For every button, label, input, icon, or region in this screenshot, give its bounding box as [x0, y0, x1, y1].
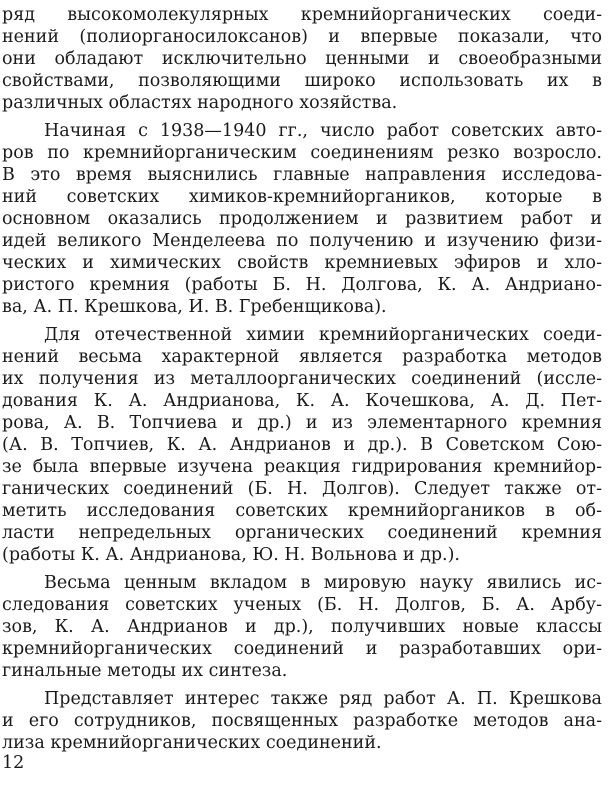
text-line: ров по кремнийорганическим соединениям резко возросло. [2, 143, 602, 163]
text-line: основном оказались продолжением и развитием работ и [2, 209, 602, 229]
text-line: зе была впервые изучена реакция гидрирования кремнийор- [2, 457, 602, 477]
text-line: Для отечественной химии кремнийорганических соеди- [44, 325, 602, 345]
text-line: ческих и химических свойств кремниевых эфиров и хло- [2, 253, 602, 273]
text-line: рова, А. В. Топчиева и др.) и из элементарного кремния [2, 413, 602, 433]
text-line: Начиная с 1938—1940 гг., число работ советских авто- [44, 121, 602, 141]
text-line: нений весьма характерной является разработка методов [2, 347, 602, 367]
text-line: следования советских ученых (Б. Н. Долгов, Б. А. Арбу- [2, 595, 602, 615]
text-line: Весьма ценным вкладом в мировую науку явились ис- [44, 573, 602, 593]
text-line: В это время выяснились главные направления исследова- [2, 165, 602, 185]
text-line: они обладают исключительно ценными и своеобразными [2, 49, 602, 69]
text-line: свойствами, позволяющими широко использовать их в [2, 71, 602, 91]
text-line: ганических соединений (Б. Н. Долгов). Следует также от- [2, 479, 602, 499]
text-line: ласти непредельных органических соединений кремния [2, 523, 602, 543]
text-line: дования К. А. Андрианова, К. А. Кочешкова, А. Д. Пет- [2, 391, 602, 411]
text-line: зов, К. А. Андрианов и др.), получивших новые классы [2, 617, 602, 637]
text-line: нений (полиорганосилоксанов) и впервые показали, что [2, 27, 602, 47]
text-line: (работы К. А. Андрианова, Ю. Н. Вольнова и др.). [2, 545, 460, 565]
text-line: ва, А. П. Крешкова, И. В. Гребенщикова). [2, 297, 387, 317]
text-line: идей великого Менделеева по получению и изучению физи- [2, 231, 602, 251]
text-line: и его сотрудников, посвященных разработке методов ана- [2, 711, 602, 731]
text-line: ристого кремния (работы Б. Н. Долгова, К. А. Андриано- [2, 275, 602, 295]
text-line: Представляет интерес также ряд работ А. П. Крешкова [44, 689, 602, 709]
text-line: различных областях народного хозяйства. [2, 93, 398, 113]
text-line: кремнийорганических соединений и разработавших ори- [2, 639, 602, 659]
text-line: (А. В. Топчиев, К. А. Андрианов и др.). В Советском Сою- [2, 435, 602, 455]
page-number: 12 [2, 753, 25, 773]
text-line: ний советских химиков-кремнийоргаников, которые в [2, 187, 602, 207]
text-line: гинальные методы их синтеза. [2, 661, 288, 681]
text-line: лиза кремнийорганических соединений. [2, 733, 382, 753]
text-line: их получения из металлоорганических соединений (иссле- [2, 369, 602, 389]
text-line: метить исследования советских кремнийоргаников в об- [2, 501, 602, 521]
text-line: ряд высокомолекулярных кремнийорганических соеди- [2, 5, 602, 25]
